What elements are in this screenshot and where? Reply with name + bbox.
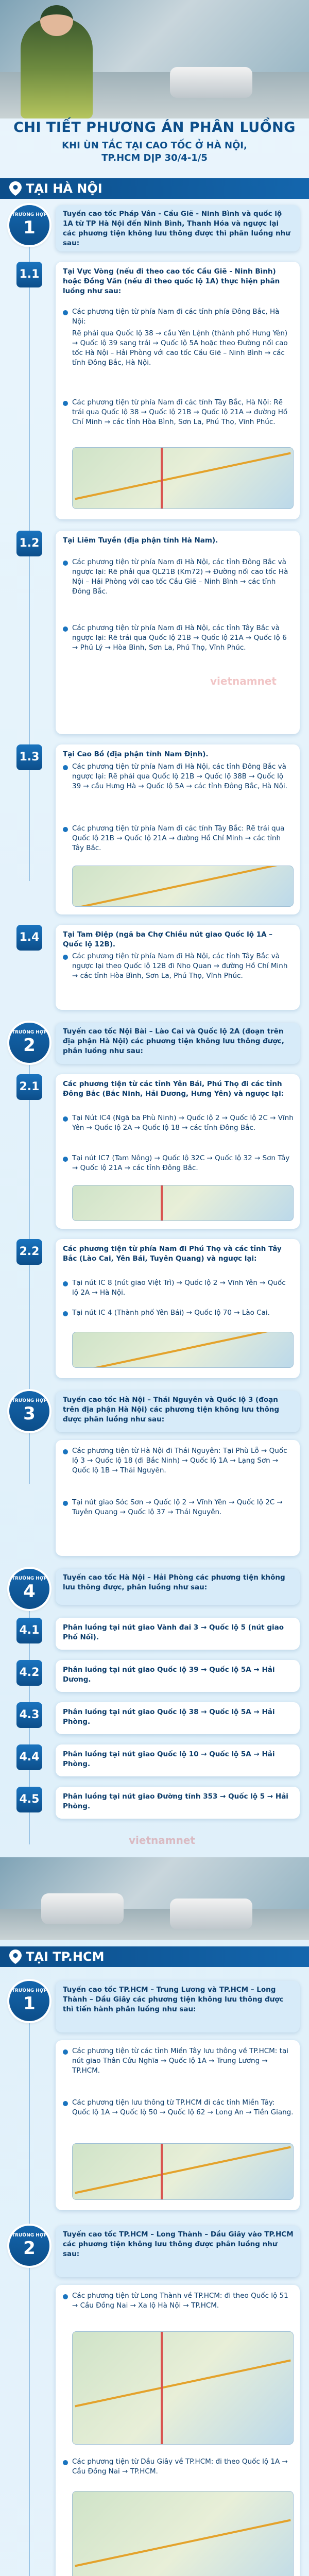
badge-number: 1 [23,1993,36,2014]
case-paragraph: Các phương tiện từ các tỉnh Miền Tây lưu thông về TP.HCM: tại nút giao Thân Cửu Nghĩa → Quốc lộ 1A → Trung Lương → TP.HCM. [72,2047,288,2075]
sub-heading: Phân luồng tại nút giao Quốc lộ 38 → Quốc lộ 5A → Hải Phòng. [63,1708,275,1726]
sub-heading: Các phương tiện từ phía Nam đi Phú Thọ và các tỉnh Tây Bắc (Lào Cai, Yên Bái, Tuyên Quang) và ngược lại: [63,1245,282,1263]
badge-caption: TRƯỜNG HỢP [11,1576,47,1581]
badge-caption: TRƯỜNG HỢP [11,1030,47,1035]
badge-caption: TRƯỜNG HỢP [11,1398,47,1403]
case-paragraph: Các phương tiện từ Dầu Giây về TP.HCM: đi theo Quốc lộ 1A → Cầu Đồng Nai → TP.HCM. [72,2458,288,2476]
route-map-thumbnail [72,1332,294,1368]
sub-card-1-2 [56,531,300,734]
sub-heading: Tại Liêm Tuyền (địa phận tỉnh Hà Nam). [63,536,218,545]
region-label-hcm: TẠI TP.HCM [26,1950,105,1964]
map-road [75,866,290,907]
badge-number: 3 [23,1403,36,1424]
sub-paragraph: Các phương tiện từ phía Nam đi Hà Nội, các tỉnh Tây Bắc và ngược lại: Rẽ trái qua Quốc lộ 21B → Quốc lộ 21A → Quốc lộ 6 → Phủ Lý → Hòa Bình, Sơn La, Phú Thọ, Vĩnh Phúc. [72,624,287,652]
sub-paragraph: Tại nút IC 8 (nút giao Việt Trì) → Quốc lộ 2 → Vĩnh Yên → Quốc lộ 2A → Hà Nội. [72,1279,286,1297]
bullet-dot [63,765,68,770]
bullet-dot [63,2294,68,2299]
sub-badge-2-2: 2.2 [16,1239,42,1265]
sub-heading: Các phương tiện từ các tỉnh Yên Bái, Phú Thọ đi các tỉnh Đông Bắc (Bắc Ninh, Hải Dương, Hưng Yên) và ngược lại: [63,1080,284,1098]
route-map-thumbnail [72,2143,294,2200]
badge-number: 1 [23,217,36,238]
sub-card-1-1 [56,262,300,519]
badge-number: 4 [23,1581,36,1602]
bullet-dot [63,1281,68,1286]
map-road [75,2360,290,2408]
route-map-thumbnail [72,2331,294,2445]
bullet-dot [63,1449,68,1454]
badge-caption: TRƯỜNG HỢP [11,212,47,217]
hcm-photo [0,1857,309,1940]
sub-card-4-4 [56,1744,300,1776]
sub-paragraph: Tại nút IC 4 (Thành phố Yên Bái) → Quốc lộ 70 → Lào Cai. [72,1309,270,1317]
bullet-dot [63,2049,68,2055]
map-road [161,448,163,509]
region-label-hanoi: TẠI HÀ NỘI [26,181,102,196]
map-road [75,452,290,500]
sub-heading: Phân luồng tại nút giao Đường tỉnh 353 → Quốc lộ 5 → Hải Phòng. [63,1792,288,1811]
sub-paragraph: Các phương tiện từ phía Nam đi các tỉnh Tây Bắc: Rẽ trái qua Quốc lộ 21B → Quốc lộ 21A → đường Hồ Chí Minh → các tỉnh Tây Bắc. [72,824,285,853]
bullet-dot [63,1311,68,1316]
map-road [161,2144,163,2199]
bullet-dot [63,955,68,960]
page-subtitle-line1: KHI ÙN TẮC TẠI CAO TỐC Ở HÀ NỘI, [62,140,247,151]
sub-card-4-2 [56,1660,300,1692]
sub-badge-4-1: 4.1 [16,1618,42,1643]
hcm-case-2-body [56,2285,300,2576]
bullet-dot [63,1157,68,1162]
route-map-thumbnail [72,447,294,509]
map-road [75,2519,290,2567]
badge-number: 2 [23,2238,36,2259]
sub-badge-1-4: 1.4 [16,925,42,951]
bullet-dot [63,561,68,566]
car-illustration [170,67,252,98]
badge-caption: TRƯỜNG HỢP [11,2233,47,2238]
sub-paragraph: Các phương tiện từ phía Nam đi các tỉnh Tây Bắc, Hà Nội: Rẽ trái qua Quốc lộ 38 → Quốc lộ 21B → Quốc lộ 21A → đường Hồ Chí Minh → các tỉnh Hòa Bình, Sơn La, Phú Thọ, Vĩnh Phúc. [72,398,288,427]
sub-badge-1-1: 1.1 [16,262,42,287]
page-title: CHI TIẾT PHƯƠNG ÁN PHÂN LUỒNG [13,120,296,135]
sub-badge-4-2: 4.2 [16,1660,42,1686]
case-title: Tuyến cao tốc Hà Nội – Thái Nguyên và Quốc lộ 3 (đoạn trên địa phận Hà Nội) các phương tiện không lưu thông được phân luồng như sau: [63,1396,280,1424]
sub-heading: Phân luồng tại nút giao Quốc lộ 39 → Quốc lộ 5A → Hải Dương. [63,1666,275,1684]
sub-badge-2-1: 2.1 [16,1074,42,1100]
case-title: Tuyến cao tốc Nội Bài – Lào Cai và Quốc lộ 2A (đoạn trên địa phận Hà Nội) các phương tiện không lưu thông được, phân luồng như sau: [63,1027,284,1056]
sub-heading: Tại Cao Bồ (địa phận tỉnh Nam Định). [63,750,209,758]
car-illustration [170,1899,252,1929]
sub-paragraph: Rẽ phải qua Quốc lộ 38 → cầu Yên Lệnh (thành phố Hưng Yên) → Quốc lộ 39 sang trái → Quốc lộ 5A hoặc theo Đường nối cao tốc Hà Nội – Hải Phòng với cao tốc Cầu Giẽ – Ninh Bình → các tỉnh Đông Bắc, Hà Nội. [72,329,288,367]
bullet-dot [63,626,68,632]
sub-card-1-3 [56,744,300,914]
case-badge-hanoi-2 [9,1023,49,1063]
hero-photo [0,0,309,118]
case-title-card [56,2226,300,2277]
region-bar-hanoi [0,174,309,203]
route-map-thumbnail [72,2491,294,2576]
case-title: Tuyến cao tốc TP.HCM – Long Thành – Dầu Giây vào TP.HCM các phương tiện không lưu thông được phân luồng như sau: [63,2230,294,2259]
case-title: Tuyến cao tốc Hà Nội – Hải Phòng các phương tiện không lưu thông được, phân luồng như sau: [63,1573,285,1592]
hcm-case-1-body [56,2040,300,2210]
badge-caption: TRƯỜNG HỢP [11,1988,47,1993]
sub-paragraph: Các phương tiện từ phía Nam đi Hà Nội, các tỉnh Tây Bắc và ngược lại theo Quốc lộ 12B đi Nho Quan → đường Hồ Chí Minh → các tỉnh Hòa Bình, Sơn La, Phú Thọ, Vĩnh Phúc. [72,952,288,980]
case-title-card [56,1981,300,2032]
case-3-body-card [56,1440,300,1556]
watermark-logo: vietnamnet [129,1834,195,1846]
route-map-thumbnail [72,1185,294,1221]
case-paragraph: Các phương tiện lưu thông từ TP.HCM đi các tỉnh Miền Tây: Quốc lộ 1A → Quốc lộ 50 → Quốc lộ 62 → Long An → Tiền Giang. [72,2098,294,2117]
map-road [161,2332,163,2444]
sub-paragraph: Tại Nút IC4 (Ngã ba Phù Ninh) → Quốc lộ 2 → Quốc lộ 2C → Vĩnh Yên → Quốc lộ 2A → Quốc lộ 18 → các tỉnh Đông Bắc. [72,1114,294,1132]
bullet-dot [63,2460,68,2465]
map-road [75,1332,290,1368]
location-pin-icon [9,1950,22,1964]
sub-paragraph: Các phương tiện từ phía Nam đi Hà Nội, các tỉnh Đông Bắc và ngược lại: Rẽ phải qua QL21B (Km72) → Đường nối cao tốc Hà Nội – Hải Phòng với cao tốc Cầu Giẽ – Ninh Bình → các tỉnh Đông Bắc. [72,558,288,596]
sub-card-1-4 [56,925,300,1010]
case-title-card [56,1391,300,1432]
location-pin-icon [9,181,22,196]
region-bar-hcm [0,1942,309,1971]
bullet-dot [63,827,68,832]
badge-number: 2 [23,1035,36,1056]
title-block [0,120,309,165]
case-title-card [56,1023,300,1064]
officer-head-illustration [40,5,73,36]
sub-badge-1-2: 1.2 [16,531,42,556]
case-title-card [56,1569,300,1605]
sub-card-4-3 [56,1702,300,1734]
case-title: Tuyến cao tốc TP.HCM – Trung Lương và TP.HCM – Long Thành – Dầu Giây các phương tiện không lưu thông được thì tiến hành phân luồng như sau: [63,1986,284,2014]
bullet-dot [63,2101,68,2106]
bullet-dot [63,1501,68,1506]
sub-card-2-1 [56,1074,300,1229]
case-paragraph: Các phương tiện từ Long Thành về TP.HCM: đi theo Quốc lộ 51 → Cầu Đồng Nai → Xa lộ Hà Nội → TP.HCM. [72,2292,288,2310]
map-road [75,2146,290,2194]
case-badge-hanoi-4 [9,1569,49,1609]
map-road [161,1185,163,1221]
sub-paragraph: Các phương tiện từ phía Nam đi Hà Nội, các tỉnh Đông Bắc và ngược lại: Rẽ phải qua Quốc lộ 21B → Quốc lộ 38B → Quốc lộ 39 → cầu Hưng Hà → Quốc lộ 5A → các tỉnh Đông Bắc, Hà Nội. [72,762,287,791]
sub-badge-1-3: 1.3 [16,744,42,770]
sub-heading: Phân luồng tại nút giao Quốc lộ 10 → Quốc lộ 5A → Hải Phòng. [63,1750,275,1769]
watermark-logo: vietnamnet [210,675,277,687]
sub-badge-4-4: 4.4 [16,1744,42,1770]
sub-card-4-1 [56,1618,300,1650]
sub-badge-4-3: 4.3 [16,1702,42,1728]
sub-card-2-2 [56,1239,300,1378]
case-title: Tuyến cao tốc Pháp Vân - Cầu Giẽ - Ninh Bình và quốc lộ 1A từ TP Hà Nội đến Ninh Bình, Thanh Hóa và ngược lại các phương tiện không lưu thông được thì phân luồng như sau: [63,210,290,248]
case-badge-hcm-1 [9,1981,49,2021]
bullet-dot [63,1116,68,1122]
case-badge-hanoi-1 [9,205,49,245]
timeline-connector [29,242,30,881]
bullet-dot [63,401,68,406]
case-paragraph: Tại nút giao Sóc Sơn → Quốc lộ 2 → Vĩnh Yên → Quốc lộ 2C → Tuyên Quang → Quốc lộ 37 → Thái Nguyên. [72,1498,283,1517]
sub-paragraph: Các phương tiện từ phía Nam đi các tỉnh phía Đông Bắc, Hà Nội: [72,308,280,326]
case-badge-hcm-2 [9,2226,49,2266]
sub-heading: Phân luồng tại nút giao Vành đai 3 → Quốc lộ 5 (nút giao Phố Nối). [63,1623,284,1642]
sub-badge-4-5: 4.5 [16,1787,42,1812]
bullet-dot [63,310,68,315]
case-title-card [56,205,300,251]
case-paragraph: Các phương tiện từ Hà Nội đi Thái Nguyên: Tại Phù Lỗ → Quốc lộ 3 → Quốc lộ 18 (đi Bắc Ninh) → Quốc lộ 1A → Lạng Sơn → Quốc lộ 1B → Thái Nguyên. [72,1447,287,1475]
timeline-connector [29,2020,30,2576]
sub-heading: Tại Vực Vòng (nếu đi theo cao tốc Cầu Giẽ - Ninh Bình) hoặc Đồng Văn (nếu đi theo quốc lộ 1A) thực hiện phân luồng như sau: [63,267,280,296]
case-badge-hanoi-3 [9,1391,49,1431]
sub-card-4-5 [56,1787,300,1819]
route-map-thumbnail [72,866,294,907]
car-illustration [41,1893,124,1924]
sub-paragraph: Tại nút IC7 (Tam Nông) → Quốc lộ 32C → Quốc lộ 32 → Sơn Tây → Quốc lộ 21A → các tỉnh Đông Bắc. [72,1154,290,1173]
page-subtitle-line2: TP.HCM DỊP 30/4-1/5 [101,152,208,164]
sub-heading: Tại Tam Điệp (ngã ba Chợ Chiều nút giao Quốc lộ 1A – Quốc lộ 12B). [63,930,272,949]
